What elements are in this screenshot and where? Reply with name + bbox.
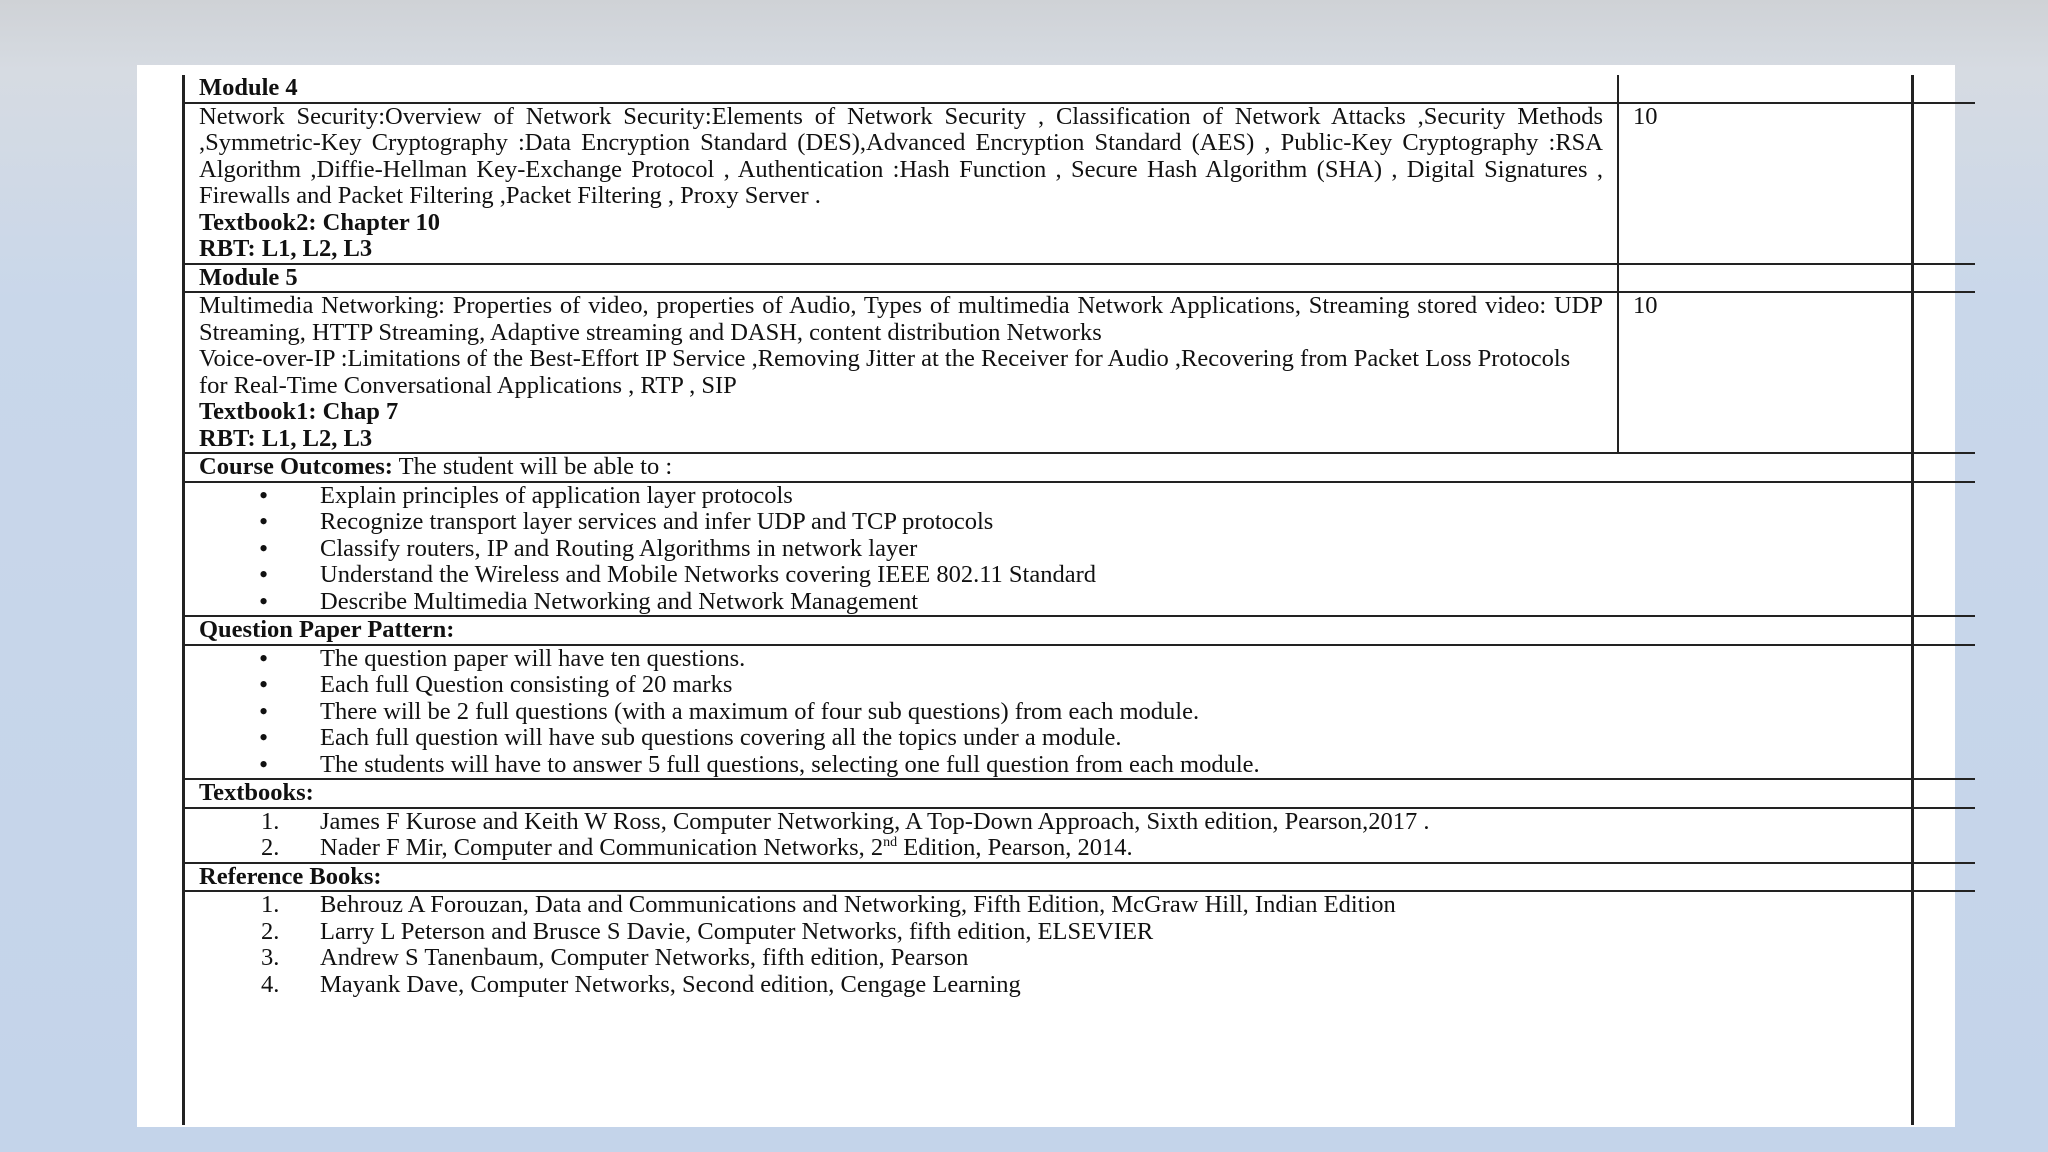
list-item: • The students will have to answer 5 full questions, selecting one full question from each module.: [199, 752, 1961, 779]
module4-title: Module 4: [185, 75, 1618, 103]
slide: [137, 65, 1955, 1127]
course-outcomes-heading-row: [185, 453, 1975, 482]
list-item: 4. Mayank Dave, Computer Networks, Second edition, Cengage Learning: [261, 970, 1021, 998]
module4-body-row: [185, 103, 1975, 264]
textbooks-list: [199, 809, 1961, 862]
list-item: 1. Behrouz A Forouzan, Data and Communications and Networking, Fifth Edition, McGraw Hill, Indian Edition: [261, 891, 1396, 918]
module5-rbt: RBT: L1, L2, L3: [199, 424, 373, 452]
list-item: • Recognize transport layer services and infer UDP and TCP protocols: [199, 509, 1961, 536]
module4-rbt: RBT: L1, L2, L3: [199, 235, 373, 262]
list-item: 2. Nader F Mir, Computer and Communication Networks, 2nd Edition, Pearson, 2014.: [261, 834, 1133, 861]
textbooks-heading-row: [185, 779, 1975, 808]
module5-textbook: Textbook1: Chap 7: [199, 398, 399, 425]
list-item: • Each full question will have sub questions covering all the topics under a module.: [199, 725, 1961, 752]
textbooks-heading: Textbooks:: [185, 779, 1975, 808]
module5-content-voip: Voice-over-IP :Limitations of the Best-Effort IP Service ,Removing Jitter at the Receiver for Audio ,Recovering from Packet Loss Protocols for Real-Time Conversational Applications , RTP , SIP: [199, 345, 1571, 399]
list-item: 2. Larry L Peterson and Brusce S Davie, Computer Networks, fifth edition, ELSEVIER: [261, 917, 1154, 945]
reference-books-list: [199, 892, 1961, 998]
reference-books-heading-row: [185, 863, 1975, 892]
list-item: • The question paper will have ten questions.: [199, 646, 1961, 673]
question-paper-heading: Question Paper Pattern:: [185, 616, 1975, 645]
list-item: • Describe Multimedia Networking and Network Management: [199, 589, 1961, 616]
module4-textbook: Textbook2: Chapter 10: [199, 208, 440, 236]
course-outcomes-list-row: [185, 482, 1975, 617]
list-item: 1. James F Kurose and Keith W Ross, Computer Networking, A Top-Down Approach, Sixth edition, Pearson,2017 .: [261, 807, 1430, 835]
module4-content: Network Security:Overview of Network Security:Elements of Network Security , Classification of Network Attacks ,Security Methods ,Symmetric-Key Cryptography :Data Encryption Standard (DES),Advanced Encryption Standard (AES) , Public-Key Cryptography :RSA Algorithm ,Diffie-Hellman Key-Exchange Protocol , Authentication :Hash Function , Secure Hash Algorithm (SHA) , Digital Signatures , Firewalls and Packet Filtering ,Packet Filtering , Proxy Server .: [199, 102, 1603, 209]
module5-header-row: [185, 264, 1975, 293]
list-item: • Understand the Wireless and Mobile Networks covering IEEE 802.11 Standard: [199, 562, 1961, 589]
question-paper-list-row: [185, 645, 1975, 780]
reference-books-list-row: [185, 891, 1975, 998]
question-paper-list: [199, 646, 1961, 779]
textbooks-list-row: [185, 808, 1975, 863]
list-item: • Explain principles of application layer protocols: [199, 483, 1961, 510]
course-outcomes-heading: Course Outcomes:: [199, 453, 393, 480]
module4-hours: 10: [1618, 103, 1975, 264]
module5-hours: 10: [1618, 292, 1975, 453]
module5-title: Module 5: [185, 264, 1618, 293]
module5-body-row: [185, 292, 1975, 453]
module5-content: Multimedia Networking: Properties of video, properties of Audio, Types of multimedia Network Applications, Streaming stored video: UDP Streaming, HTTP Streaming, Adaptive streaming and DASH, content distribution Networks: [199, 292, 1603, 346]
list-item: 3. Andrew S Tanenbaum, Computer Networks, fifth edition, Pearson: [261, 944, 969, 971]
syllabus-document: [182, 75, 1914, 1125]
syllabus-table: [185, 75, 1975, 998]
list-item: • Each full Question consisting of 20 marks: [199, 672, 1961, 699]
reference-books-heading: Reference Books:: [185, 863, 1975, 892]
module4-header-row: [185, 75, 1975, 103]
question-paper-heading-row: [185, 616, 1975, 645]
list-item: • Classify routers, IP and Routing Algorithms in network layer: [199, 536, 1961, 563]
course-outcomes-intro: The student will be able to :: [392, 453, 673, 480]
list-item: • There will be 2 full questions (with a maximum of four sub questions) from each module.: [199, 699, 1961, 726]
course-outcomes-list: [199, 483, 1961, 616]
